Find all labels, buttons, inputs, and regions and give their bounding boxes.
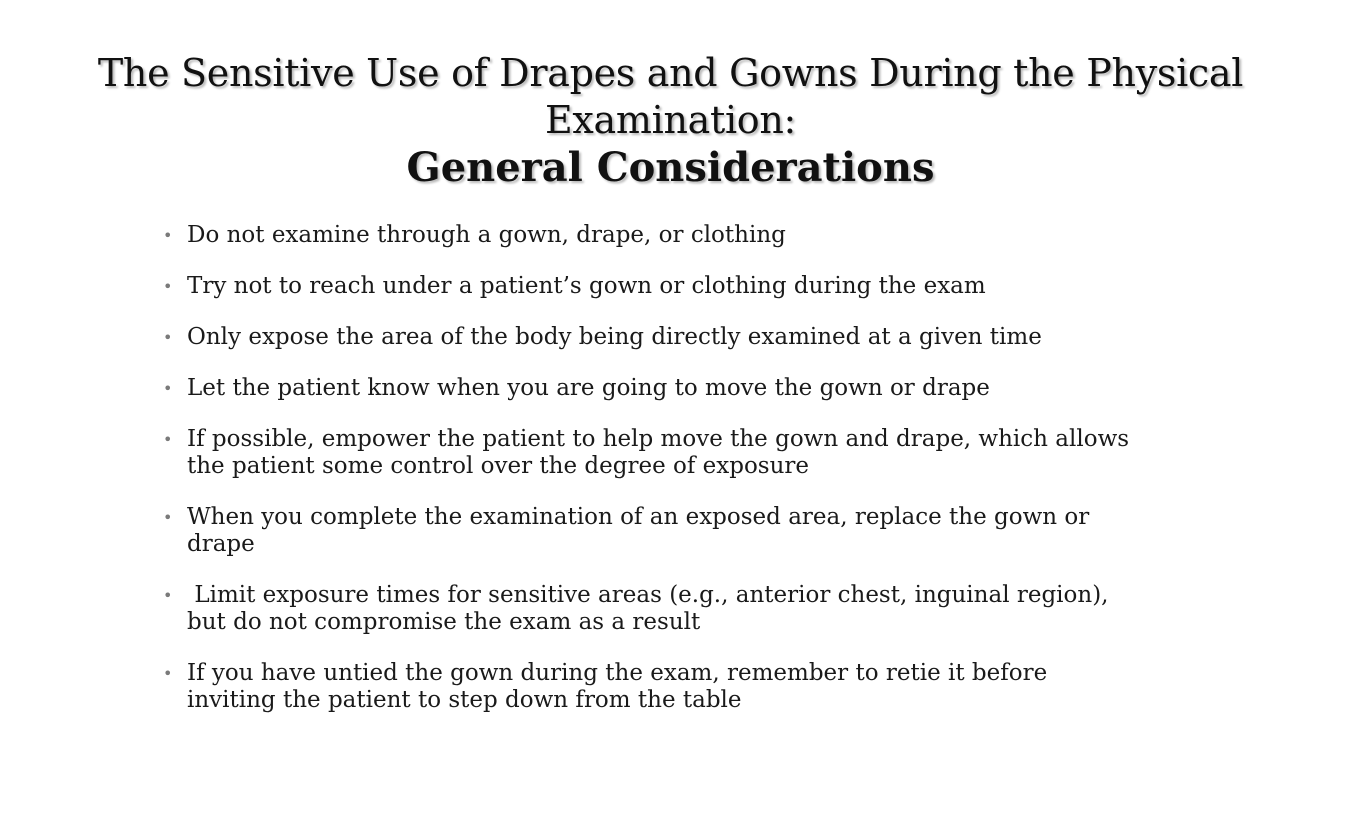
bullet-dot-icon: • <box>163 508 173 527</box>
bullet-item <box>160 504 1200 558</box>
bullet-item <box>160 222 1200 249</box>
bullet-dot-icon: • <box>163 328 173 347</box>
bullet-text: If possible, empower the patient to help move the gown and drape, which allows the patient some control over the degree of exposure <box>187 426 1130 479</box>
bullet-dot-icon: • <box>163 430 173 449</box>
slide-subtitle: General Considerations <box>406 144 935 191</box>
bullet-dot-icon: • <box>163 277 173 296</box>
slide-title <box>40 50 1301 192</box>
bullet-dot-icon: • <box>163 586 173 605</box>
bullet-text: When you complete the examination of an exposed area, replace the gown or drape <box>187 504 1090 557</box>
bullet-item <box>160 375 1200 402</box>
bullet-dot-icon: • <box>163 226 173 245</box>
title-line-1: The Sensitive Use of Drapes and Gowns During the Physical <box>97 51 1244 95</box>
bullet-dot-icon: • <box>163 379 173 398</box>
bullet-list <box>160 222 1200 738</box>
bullet-item <box>160 582 1200 636</box>
bullet-text: If you have untied the gown during the exam, remember to retie it before inviting the patient to step down from the table <box>187 660 1048 713</box>
bullet-text: Try not to reach under a patient’s gown or clothing during the exam <box>187 273 986 299</box>
bullet-item <box>160 660 1200 714</box>
bullet-item <box>160 273 1200 300</box>
bullet-dot-icon: • <box>163 664 173 683</box>
bullet-text: Let the patient know when you are going to move the gown or drape <box>187 375 990 401</box>
bullet-item <box>160 426 1200 480</box>
title-line-2: Examination: <box>544 98 797 142</box>
bullet-item <box>160 324 1200 351</box>
bullet-text: Limit exposure times for sensitive areas (e.g., anterior chest, inguinal region), but do not compromise the exam as a result <box>187 582 1109 635</box>
bullet-text: Only expose the area of the body being directly examined at a given time <box>187 324 1042 350</box>
bullet-text: Do not examine through a gown, drape, or clothing <box>187 222 786 248</box>
